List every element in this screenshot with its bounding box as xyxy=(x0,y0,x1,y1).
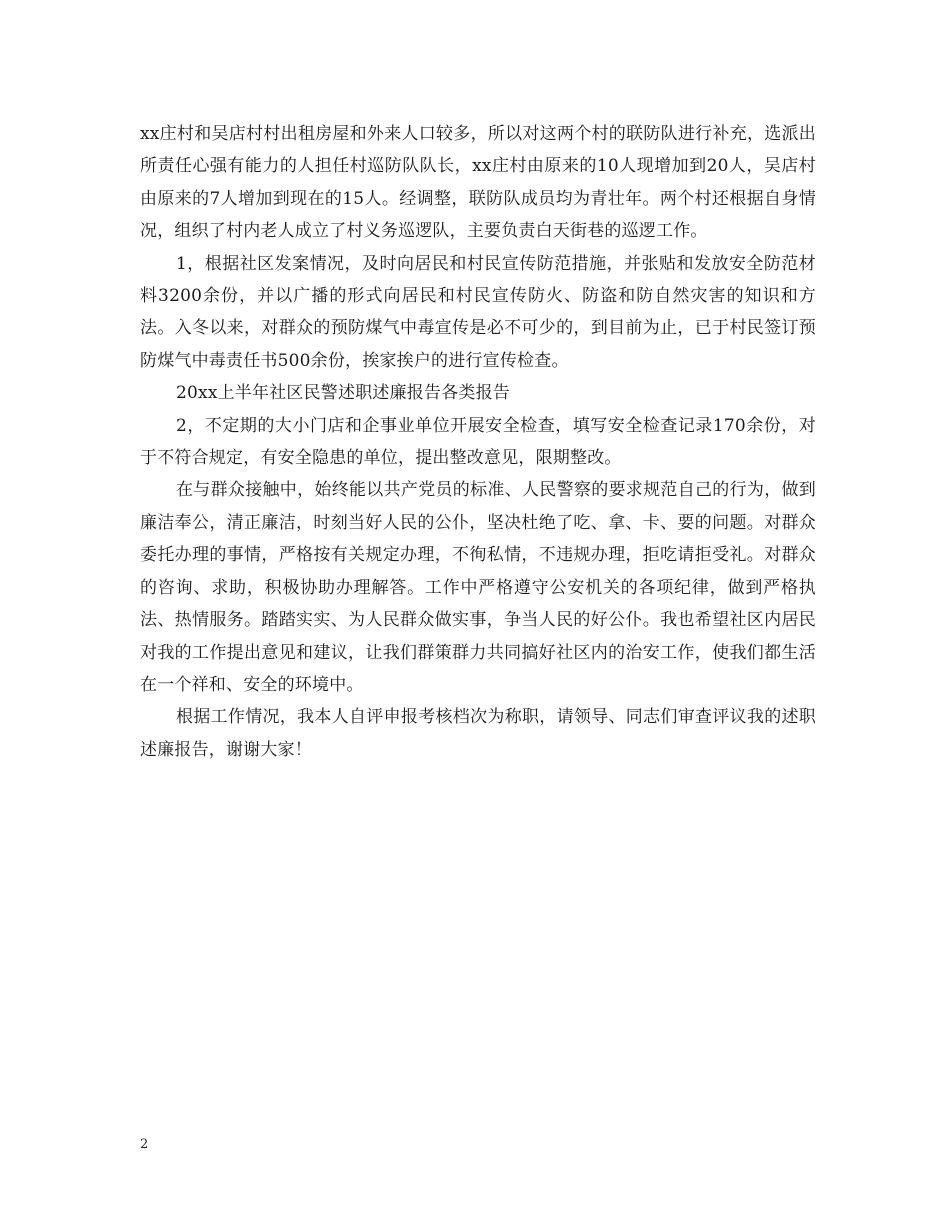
paragraph-6: 根据工作情况，我本人自评申报考核档次为称职，请领导、同志们审查评议我的述职述廉报告，谢谢大家！ xyxy=(140,707,816,760)
paragraph-3: 20xx上半年社区民警述职述廉报告各类报告 xyxy=(176,383,511,404)
paragraph-5: 在与群众接触中，始终能以共产党员的标准、人民警察的要求规范自己的行为，做到廉洁奉公，清正廉洁，时刻当好人民的公仆，坚决杜绝了吃、拿、卡、要的问题。对群众委托办理的事情，严格按有关规定办理，不徇私情，不违规办理，拒吃请拒受礼。对群众的咨询、求助，积极协助办理解答。工作中严格遵守公安机关的各项纪律，做到严格执法、热情服务。踏踏实实、为人民群众做实事，争当人民的好公仆。我也希望社区内居民对我的工作提出意见和建议，让我们群策群力共同搞好社区内的治安工作，使我们都生活在一个祥和、安全的环境中。 xyxy=(140,480,816,695)
page-number: 2 xyxy=(140,1137,149,1152)
document-body xyxy=(140,118,816,766)
paragraph-1: xx庄村和吴店村村出租房屋和外来人口较多，所以对这两个村的联防队进行补充，选派出所责任心强有能力的人担任村巡防队队长，xx庄村由原来的10人现增加到20人，吴店村由原来的7人增加到现在的15人。经调整，联防队成员均为青壮年。两个村还根据自身情况，组织了村内老人成立了村义务巡逻队，主要负责白天街巷的巡逻工作。 xyxy=(140,124,816,242)
paragraph-2: 1，根据社区发案情况，及时向居民和村民宣传防范措施，并张贴和发放安全防范材料3200余份，并以广播的形式向居民和村民宣传防火、防盗和防自然灾害的知识和方法。入冬以来，对群众的预防煤气中毒宣传是必不可少的，到目前为止，已于村民签订预防煤气中毒责任书500余份，挨家挨户的进行宣传检查。 xyxy=(140,253,816,371)
paragraph-4: 2，不定期的大小门店和企事业单位开展安全检查，填写安全检查记录170余份，对于不符合规定，有安全隐患的单位，提出整改意见，限期整改。 xyxy=(140,415,816,469)
